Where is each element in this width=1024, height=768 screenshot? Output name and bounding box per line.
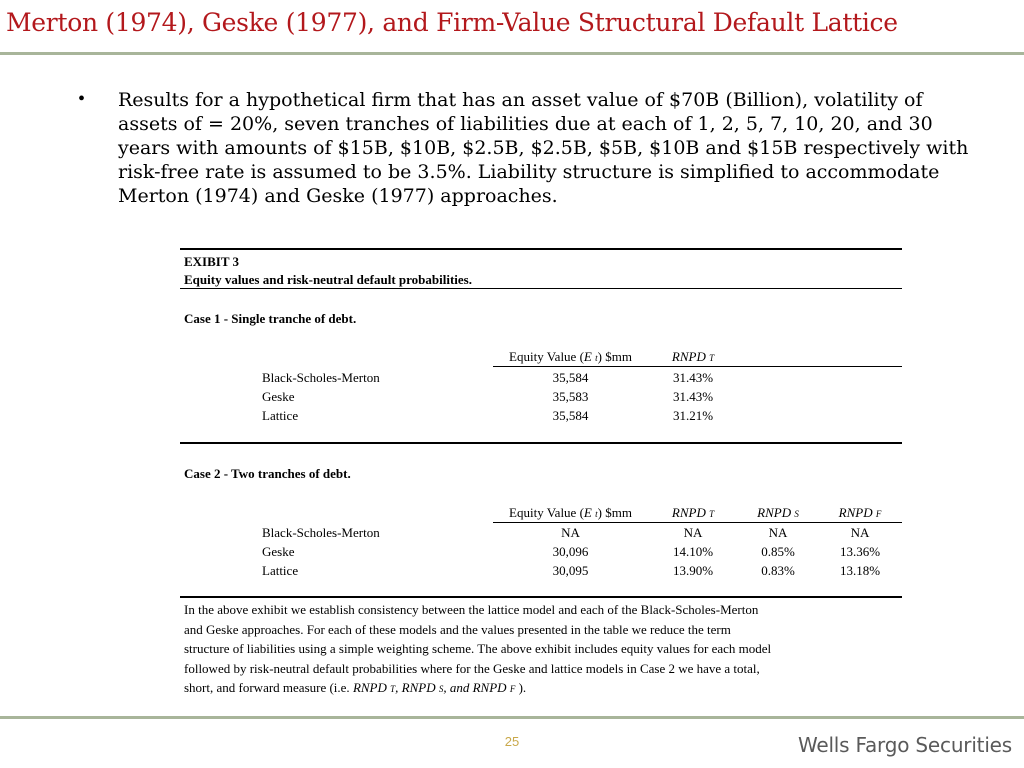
- case2-bottom-rule: [180, 596, 902, 598]
- case2-row-label: Black-Scholes-Merton: [262, 525, 380, 540]
- case1-header-equity: Equity Value (E t) $mm: [509, 349, 632, 364]
- case1-equity-cell: 35,584: [552, 408, 589, 423]
- exhibit-caption: Equity values and risk-neutral default probabilities.: [184, 272, 472, 287]
- case2-equity-cell: 30,096: [552, 544, 589, 559]
- case2-rnpd-f-cell: 13.36%: [839, 544, 881, 559]
- exhibit-top-rule: [180, 248, 902, 250]
- case1-header-rule: [493, 366, 902, 367]
- page-number: 25: [504, 734, 520, 749]
- bullet-text: Results for a hypothetical firm that has an asset value of $70B (Billion), volatility of assets of = 20%, seven tranches of liabilities due at each of 1, 2, 5, 7, 10, 20, and 30 years with amounts of $15B, $10B, $2.5B, $2.5B, $5B, $10B and $15B respectively with risk-free rate is assumed to be 3.5%. Liability structure is simplified to accommodate Merton (1974) and Geske (1977) approaches.: [118, 89, 969, 207]
- case2-equity-cell: NA: [561, 525, 580, 540]
- case2-header-rnpd-t: RNPD T: [671, 505, 715, 520]
- case1-title: Case 1 - Single tranche of debt.: [184, 311, 357, 326]
- case2-rnpd-t-cell: 13.90%: [672, 563, 714, 578]
- case2-title: Case 2 - Two tranches of debt.: [184, 466, 351, 481]
- case1-equity-cell: 35,584: [552, 370, 589, 385]
- case2-row-label: Geske: [262, 544, 295, 559]
- case2-rnpd-t-cell: 14.10%: [672, 544, 714, 559]
- case2-rnpd-f-cell: 13.18%: [839, 563, 881, 578]
- case2-rnpd-s-cell: 0.85%: [761, 544, 795, 559]
- case2-equity-cell: 30,095: [552, 563, 589, 578]
- case2-row-label: Lattice: [262, 563, 299, 578]
- case2-header-rnpd-s: RNPD S: [757, 505, 799, 520]
- case1-rnpd-cell: 31.43%: [672, 370, 714, 385]
- footer-divider: [0, 716, 1024, 719]
- caption-rule: [180, 288, 902, 289]
- case2-rnpd-t-cell: NA: [683, 525, 703, 540]
- case2-rnpd-s-cell: 0.83%: [761, 563, 795, 578]
- case2-rnpd-s-cell: NA: [768, 525, 788, 540]
- case1-bottom-rule: [180, 442, 902, 444]
- case2-header-rule: [493, 522, 902, 523]
- case2-header-rnpd-f: RNPD F: [838, 505, 882, 520]
- case2-header-equity: Equity Value (E t) $mm: [509, 505, 632, 520]
- slide-title: Merton (1974), Geske (1977), and Firm-Value Structural Default Lattice: [6, 8, 898, 37]
- exhibit-label: EXIBIT 3: [184, 254, 240, 269]
- case1-rnpd-cell: 31.43%: [672, 389, 714, 404]
- bullet-icon: •: [78, 88, 86, 110]
- case1-row-label: Geske: [262, 389, 295, 404]
- case1-row-label: Lattice: [262, 408, 299, 423]
- case1-header-rnpd-t: RNPD T: [671, 349, 715, 364]
- case1-rnpd-cell: 31.21%: [672, 408, 714, 423]
- exhibit-note: In the above exhibit we establish consistency between the lattice model and each of the Black-Scholes-Merton and Geske approaches. For each of these models and the values presented in the table we reduce the term structure of liabilities using a simple weighting scheme. The above exhibit includes equity values for each model followed by risk-neutral default probabilities where for the Geske and lattice models in Case 2 we have a total, short, and forward measure (i.e. RNPD T, RNPD S, and RNPD F ).: [184, 602, 772, 695]
- case1-row-label: Black-Scholes-Merton: [262, 370, 380, 385]
- brand-logo: Wells Fargo Securities: [797, 733, 1012, 757]
- title-divider: [0, 52, 1024, 55]
- case1-equity-cell: 35,583: [552, 389, 589, 404]
- case2-rnpd-f-cell: NA: [850, 525, 870, 540]
